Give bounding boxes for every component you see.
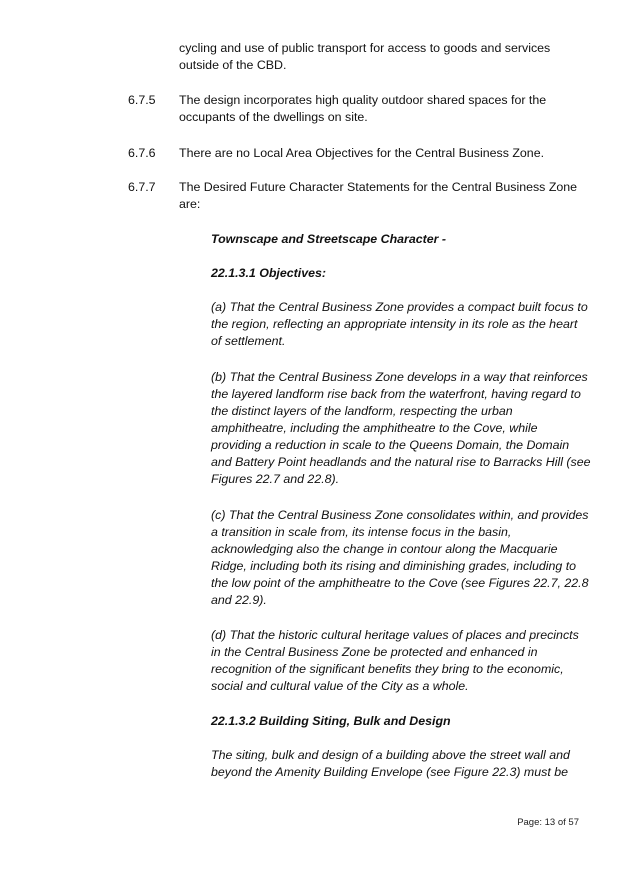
item-number: 6.7.6 <box>128 146 156 160</box>
item-text: The Desired Future Character Statements for the Central Business Zone are: <box>179 180 578 211</box>
item-number: 6.7.7 <box>128 180 156 194</box>
intro-continuation-paragraph: cycling and use of public transport for access to goods and services outside of the CBD. <box>179 41 551 72</box>
closing-paragraph: The siting, bulk and design of a building above the street wall and beyond the Amenity Building Envelope (see Figure 22.3) must be <box>211 748 570 779</box>
section-heading: Townscape and Streetscape Character - <box>211 232 447 246</box>
item-number: 6.7.5 <box>128 93 156 107</box>
objective-d: (d) That the historic cultural heritage values of places and precincts in the Central Business Zone be protected and enhanced in recognition of the significant benefits they bring to the economic, social and cultural value of the City as a whole. <box>211 628 579 693</box>
objective-c: (c) That the Central Business Zone consolidates within, and provides a transition in scale from, its intense focus in the basin, acknowledging also the change in contour along the Macquarie Ridge, including both its rising and diminishing grades, including to the low point of the amphitheatre to the Cove (see Figures 22.7, 22.8 and 22.9). <box>211 508 589 607</box>
item-text: There are no Local Area Objectives for the Central Business Zone. <box>179 146 545 160</box>
objective-a: (a) That the Central Business Zone provides a compact built focus to the region, reflecting an appropriate intensity in its role as the heart of settlement. <box>211 300 588 348</box>
objective-b: (b) That the Central Business Zone develops in a way that reinforces the layered landform rise back from the waterfront, having regard to the distinct layers of the landform, respecting the urban amphitheatre, including the amphitheatre to the Cove, while providing a reduction in scale to the Queens Domain, the Domain and Battery Point headlands and the natural rise to Barracks Hill (see Figures 22.7 and 22.8). <box>211 370 591 486</box>
item-text: The design incorporates high quality outdoor shared spaces for the occupants of the dwellings on site. <box>179 93 547 124</box>
objectives-subheading: 22.1.3.1 Objectives: <box>211 266 327 280</box>
building-siting-subheading: 22.1.3.2 Building Siting, Bulk and Design <box>211 714 451 728</box>
page-number: Page: 13 of 57 <box>517 817 579 828</box>
